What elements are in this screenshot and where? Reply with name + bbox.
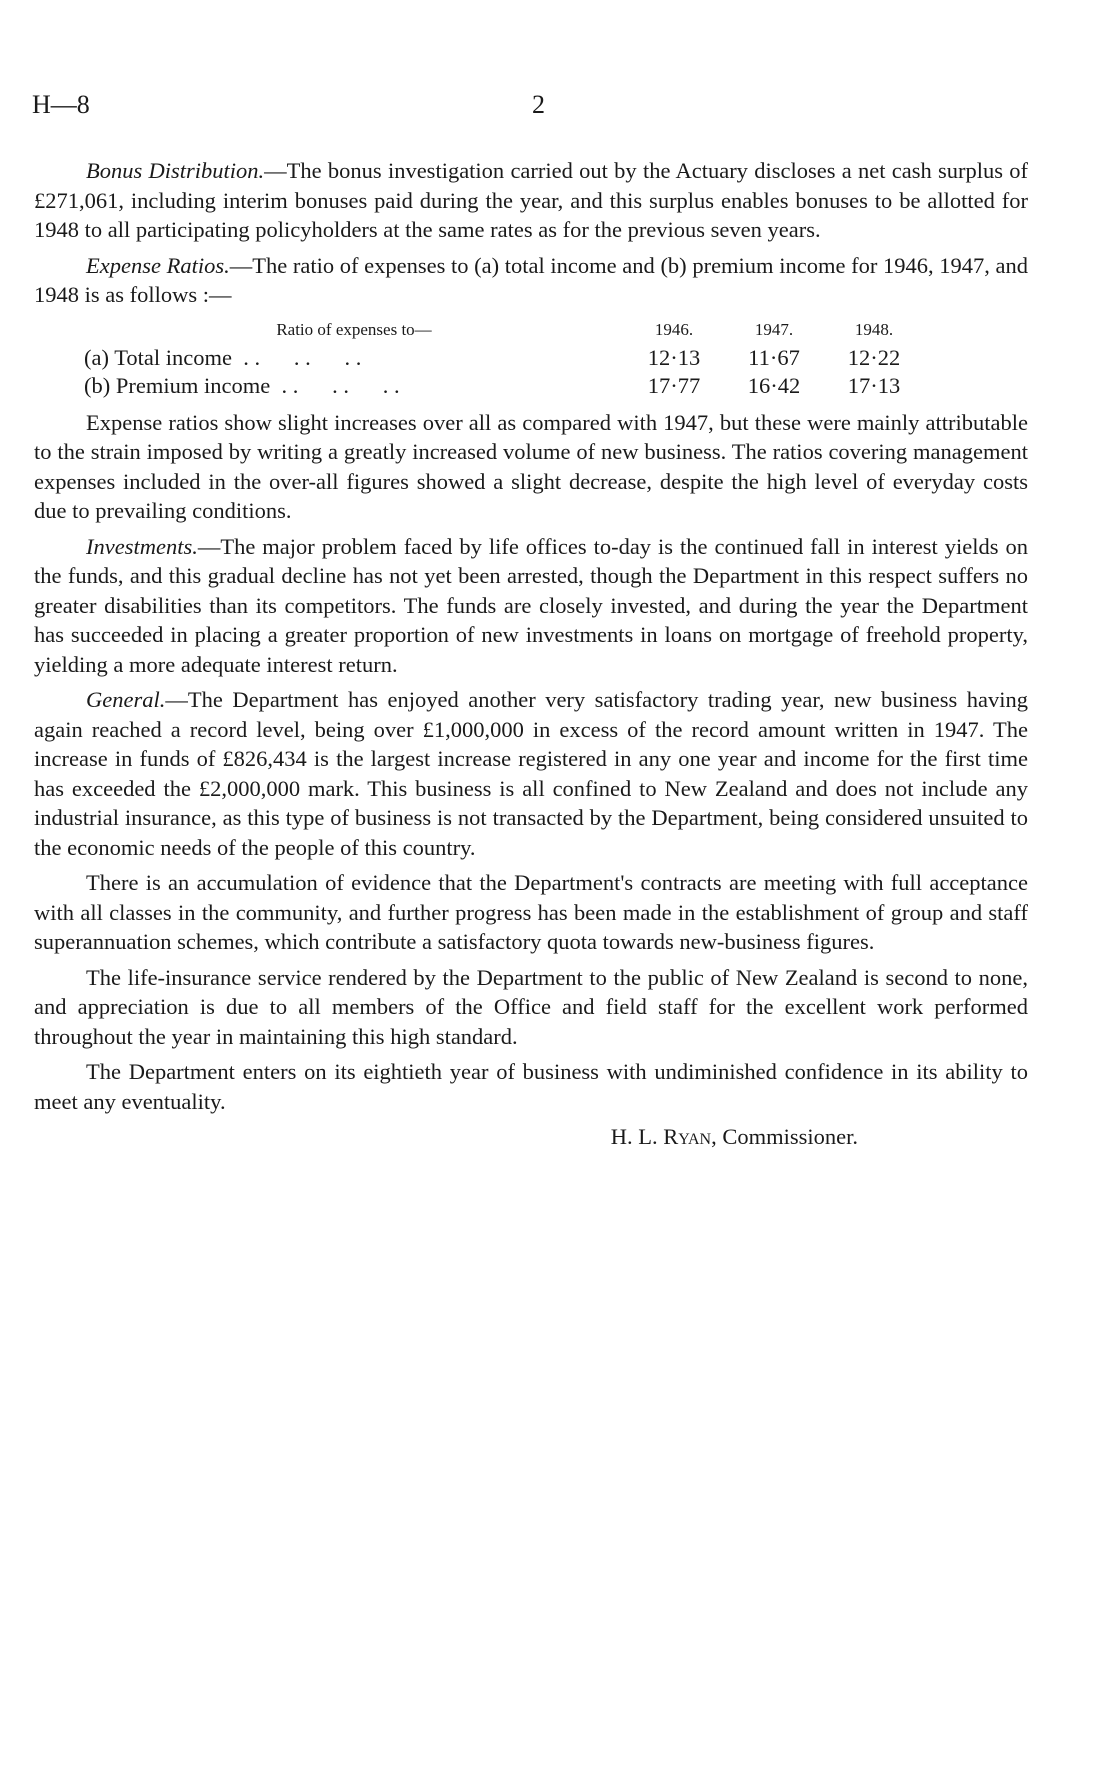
value-cell: 12·22 [847, 344, 901, 370]
expense-ratios-text: —The ratio of expenses to (a) total income and (b) premium income for 1946, 1947, and 1948 is as follows :— [34, 252, 1028, 307]
heading-investments: Investments. [86, 533, 198, 559]
row-label-text: (a) Total income [84, 344, 232, 370]
column-header-1946: 1946. [654, 319, 694, 339]
value-cell: 17·13 [847, 372, 901, 398]
leader-dots: . . . . . . [270, 372, 400, 398]
paragraph-general [34, 685, 1028, 862]
row-label-total-income [34, 344, 624, 372]
paragraph-closing: The Department enters on its eightieth year of business with undiminished confidence in its ability to meet any eventuality. [34, 1059, 1028, 1114]
value-cell: 16·42 [747, 372, 801, 398]
page-number: 2 [532, 90, 545, 119]
signature [34, 1122, 1028, 1152]
table-row [34, 344, 924, 372]
heading-general: General. [86, 687, 166, 712]
value-cell: 12·13 [647, 344, 701, 370]
general-text: —The Department has enjoyed another very satisfactory trading year, new business having again reached a record level, being over £1,000,000 in excess of the record amount written in 1947. The increase in funds of £826,434 is the largest increase registered in any one year and income for the first time has exceeded the £2,000,000 mark. This business is all confined to New Zealand and does not include any industrial insurance, as this type of business is not transacted by the Department, being considered unsuited to the economic needs of the people of this country. [34, 687, 1028, 860]
signature-initials: H. L. [610, 1124, 664, 1149]
investments-text: —The major problem faced by life offices to-day is the continued fall in interest yields on the funds, and this gradual decline has not yet been arrested, though the Department in this respect suffers no greater disabilities than its competitors. The funds are closely invested, and during the year the Department has succeeded in placing a greater proportion of new investments in loans on mortgage of freehold property, yielding a more adequate interest return. [34, 533, 1028, 677]
heading-bonus-distribution: Bonus Distribution. [86, 158, 265, 183]
column-header-1947: 1947. [754, 319, 794, 339]
row-label-text: (b) Premium income [84, 372, 271, 398]
table-row [34, 372, 924, 400]
document-body [34, 156, 1028, 1152]
paragraph-investments [34, 532, 1028, 680]
table-caption: Ratio of expenses to— [276, 319, 432, 339]
signature-surname: Ryan [663, 1124, 712, 1149]
heading-expense-ratios: Expense Ratios. [86, 252, 230, 278]
document-reference: H—8 [32, 90, 90, 119]
paragraph-expense-followup: Expense ratios show slight increases over all as compared with 1947, but these were mainly attributable to the strain imposed by writing a greatly increased volume of new business. The ratios covering management expenses included in the over-all figures showed a slight decrease, despite the high level of everyday costs due to prevailing conditions. [34, 409, 1028, 523]
value-cell: 17·77 [647, 372, 701, 398]
paragraph-service: The life-insurance service rendered by the Department to the public of New Zealand is second to none, and appreciation is due to all members of the Office and field staff for the excellent work performed throughout the year in maintaining this high standard. [34, 964, 1028, 1049]
expense-ratio-table [34, 316, 924, 400]
page-header [32, 90, 1082, 120]
signature-title: , Commissioner. [711, 1124, 858, 1149]
paragraph-bonus-distribution [34, 156, 1028, 245]
table-header-row [34, 316, 924, 344]
column-header-1948: 1948. [854, 319, 894, 339]
leader-dots: . . . . . . [231, 344, 362, 370]
paragraph-evidence: There is an accumulation of evidence that the Department's contracts are meeting with full acceptance with all classes in the community, and further progress has been made in the establishment of group and staff superannuation schemes, which contribute a satisfactory quota towards new-business figures. [34, 870, 1028, 954]
row-label-premium-income [34, 372, 624, 400]
value-cell: 11·67 [748, 344, 800, 370]
bonus-distribution-text: —The bonus investigation carried out by the Actuary discloses a net cash surplus of £271,061, including interim bonuses paid during the year, and this surplus enables bonuses to be allotted for 1948 to all participating policyholders at the same rates as for the previous seven years. [34, 158, 1028, 242]
paragraph-expense-ratios [34, 251, 1028, 310]
